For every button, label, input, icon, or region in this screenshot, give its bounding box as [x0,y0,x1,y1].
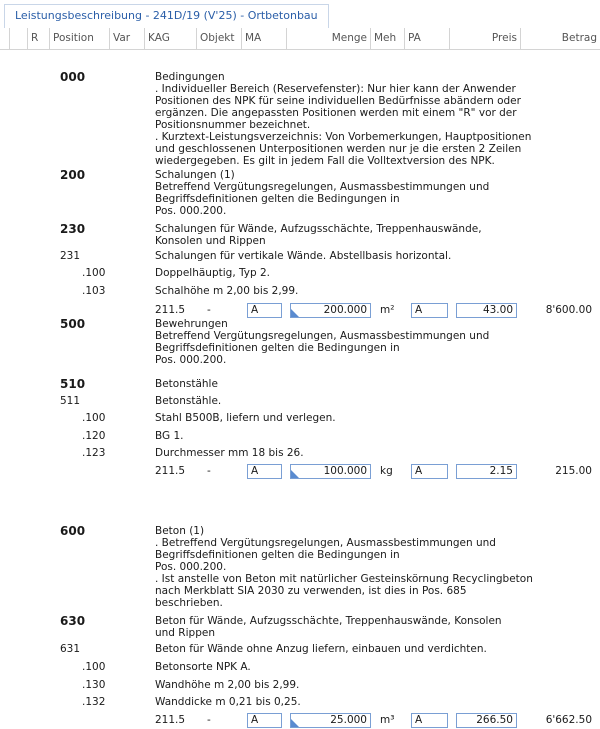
quantity-row[interactable] [0,464,600,480]
position-number: 230 [60,222,86,236]
menge-field[interactable] [290,303,371,318]
header-ma[interactable]: MA [241,28,286,49]
text-line: . Kurztext-Leistungsverzeichnis: Von Vorbemerkungen, Hauptpositionen [155,131,532,143]
position-number: 630 [60,614,86,628]
menge-value: 100.000 [323,465,367,477]
tab-bar [0,0,600,29]
text-line: Beton für Wände, Aufzugsschächte, Treppenhauswände, Konsolen [155,615,502,627]
position-number: .100 [82,412,106,424]
text-line: Doppelhäuptig, Typ 2. [155,267,271,279]
ma-field[interactable]: A [247,303,282,318]
pa-field[interactable]: A [411,464,448,479]
text-line: Begriffsdefinitionen gelten die Bedingungen in [155,549,400,561]
text-line: Betonstähle. [155,395,222,407]
position-number: .123 [82,447,106,459]
position-text [155,378,495,390]
corner-marker-icon [291,309,299,317]
kag-value: 211.5 [155,465,186,477]
text-line: Betreffend Vergütungsregelungen, Ausmassbestimmungen und [155,330,490,342]
position-text [155,525,533,609]
text-line: . Ist anstelle von Beton mit natürlicher Gesteinskörnung Recyclingbeton [155,573,533,585]
position-text [155,696,495,708]
text-line: Positionen des NPK für seine individuellen Bedürfnisse abändern oder [155,95,521,107]
text-line: Betonsorte NPK A. [155,661,251,673]
position-text [155,250,495,262]
menge-field[interactable] [290,713,371,728]
tab-leistungsbeschreibung[interactable]: Leistungsbeschreibung - 241D/19 (V'25) - Ortbetonbau [4,4,329,29]
text-line: Bewehrungen [155,318,228,330]
position-text [155,412,495,424]
position-text [155,430,495,442]
quantity-row[interactable] [0,713,600,729]
text-line: . Individueller Bereich (Reservefenster): Nur hier kann der Anwender [155,83,516,95]
position-text [155,71,532,167]
position-number: 631 [60,643,81,655]
position-number: .132 [82,696,106,708]
column-header [0,28,600,50]
text-line: Positionsnummer bezeichnet. [155,119,311,131]
preis-field[interactable]: 266.50 [456,713,517,728]
position-text [155,223,495,247]
position-number: .100 [82,267,106,279]
position-number: 000 [60,70,86,84]
text-line: Beton für Wände ohne Anzug liefern, einbauen und verdichten. [155,643,487,655]
menge-value: 25.000 [330,714,367,726]
text-line: Wandhöhe m 2,00 bis 2,99. [155,679,300,691]
text-line: und geschlossenen Unterpositionen werden nur je die ersten 2 Zeilen [155,143,522,155]
text-line: Schalungen für vertikale Wände. Abstellbasis horizontal. [155,250,452,262]
position-text [155,318,495,366]
text-line: Beton (1) [155,525,205,537]
position-number: 231 [60,250,81,262]
header-objekt[interactable]: Objekt [196,28,241,49]
text-line: . Betreffend Vergütungsregelungen, Ausmassbestimmungen und [155,537,496,549]
meh-value: kg [380,465,393,477]
preis-field[interactable]: 43.00 [456,303,517,318]
position-number: 200 [60,168,86,182]
ma-field[interactable]: A [247,464,282,479]
position-number: .103 [82,285,106,297]
corner-marker-icon [291,719,299,727]
objekt-value: - [207,465,211,477]
position-number: 500 [60,317,86,331]
text-line: Pos. 000.200. [155,205,227,217]
text-line: beschrieben. [155,597,223,609]
text-line: Durchmesser mm 18 bis 26. [155,447,304,459]
text-line: nach Merkblatt SIA 2030 zu verwenden, ist dies in Pos. 685 [155,585,467,597]
position-number: 511 [60,395,81,407]
kag-value: 211.5 [155,304,186,316]
position-number: 510 [60,377,86,391]
text-line: Schalungen für Wände, Aufzugsschächte, Treppenhauswände, [155,223,482,235]
pa-field[interactable]: A [411,303,448,318]
text-line: Konsolen und Rippen [155,235,266,247]
text-line: wiedergegeben. Es gilt in jedem Fall die Volltextversion des NPK. [155,155,495,167]
text-line: Pos. 000.200. [155,354,227,366]
header-betrag[interactable]: Betrag [520,28,600,49]
header-r[interactable]: R [27,28,49,49]
position-number: .120 [82,430,106,442]
text-line: Betreffend Vergütungsregelungen, Ausmassbestimmungen und [155,181,490,193]
position-text [155,169,495,217]
position-text [155,395,495,407]
header-menge[interactable]: Menge [286,28,370,49]
preis-field[interactable]: 2.15 [456,464,517,479]
text-line: Wanddicke m 0,21 bis 0,25. [155,696,301,708]
corner-marker-icon [291,470,299,478]
header-kag[interactable]: KAG [144,28,196,49]
text-line: BG 1. [155,430,184,442]
quantity-row[interactable] [0,303,600,319]
text-line: Pos. 000.200. [155,561,227,573]
betrag-value: 6'662.50 [545,714,592,726]
text-line: Schalungen (1) [155,169,235,181]
text-line: Betonstähle [155,378,218,390]
position-text [155,661,495,673]
objekt-value: - [207,304,211,316]
header-pa[interactable]: PA [404,28,449,49]
objekt-value: - [207,714,211,726]
header-marker [9,28,27,49]
text-line: Schalhöhe m 2,00 bis 2,99. [155,285,299,297]
text-line: Begriffsdefinitionen gelten die Bedingungen in [155,193,400,205]
text-line: Stahl B500B, liefern und verlegen. [155,412,336,424]
betrag-value: 8'600.00 [545,304,592,316]
position-text [155,679,495,691]
text-line: Bedingungen [155,71,225,83]
menge-value: 200.000 [323,304,367,316]
position-text [155,615,502,639]
text-line: Begriffsdefinitionen gelten die Bedingungen in [155,342,400,354]
menge-field[interactable] [290,464,371,479]
betrag-value: 215.00 [555,465,592,477]
header-var[interactable]: Var [109,28,144,49]
header-preis[interactable]: Preis [449,28,520,49]
header-meh[interactable]: Meh [370,28,404,49]
text-line: und Rippen [155,627,215,639]
kag-value: 211.5 [155,714,186,726]
position-text [155,285,495,297]
header-position[interactable]: Position [49,28,109,49]
text-line: ergänzen. Die angepassten Positionen werden mit einem "R" vor der [155,107,517,119]
ma-field[interactable]: A [247,713,282,728]
position-number: .100 [82,661,106,673]
position-text [155,447,495,459]
position-number: 600 [60,524,86,538]
pa-field[interactable]: A [411,713,448,728]
position-text [155,267,495,279]
position-text [155,643,495,655]
position-number: .130 [82,679,106,691]
meh-value: m³ [380,714,395,726]
meh-value: m² [380,304,395,316]
position-list [0,50,600,726]
